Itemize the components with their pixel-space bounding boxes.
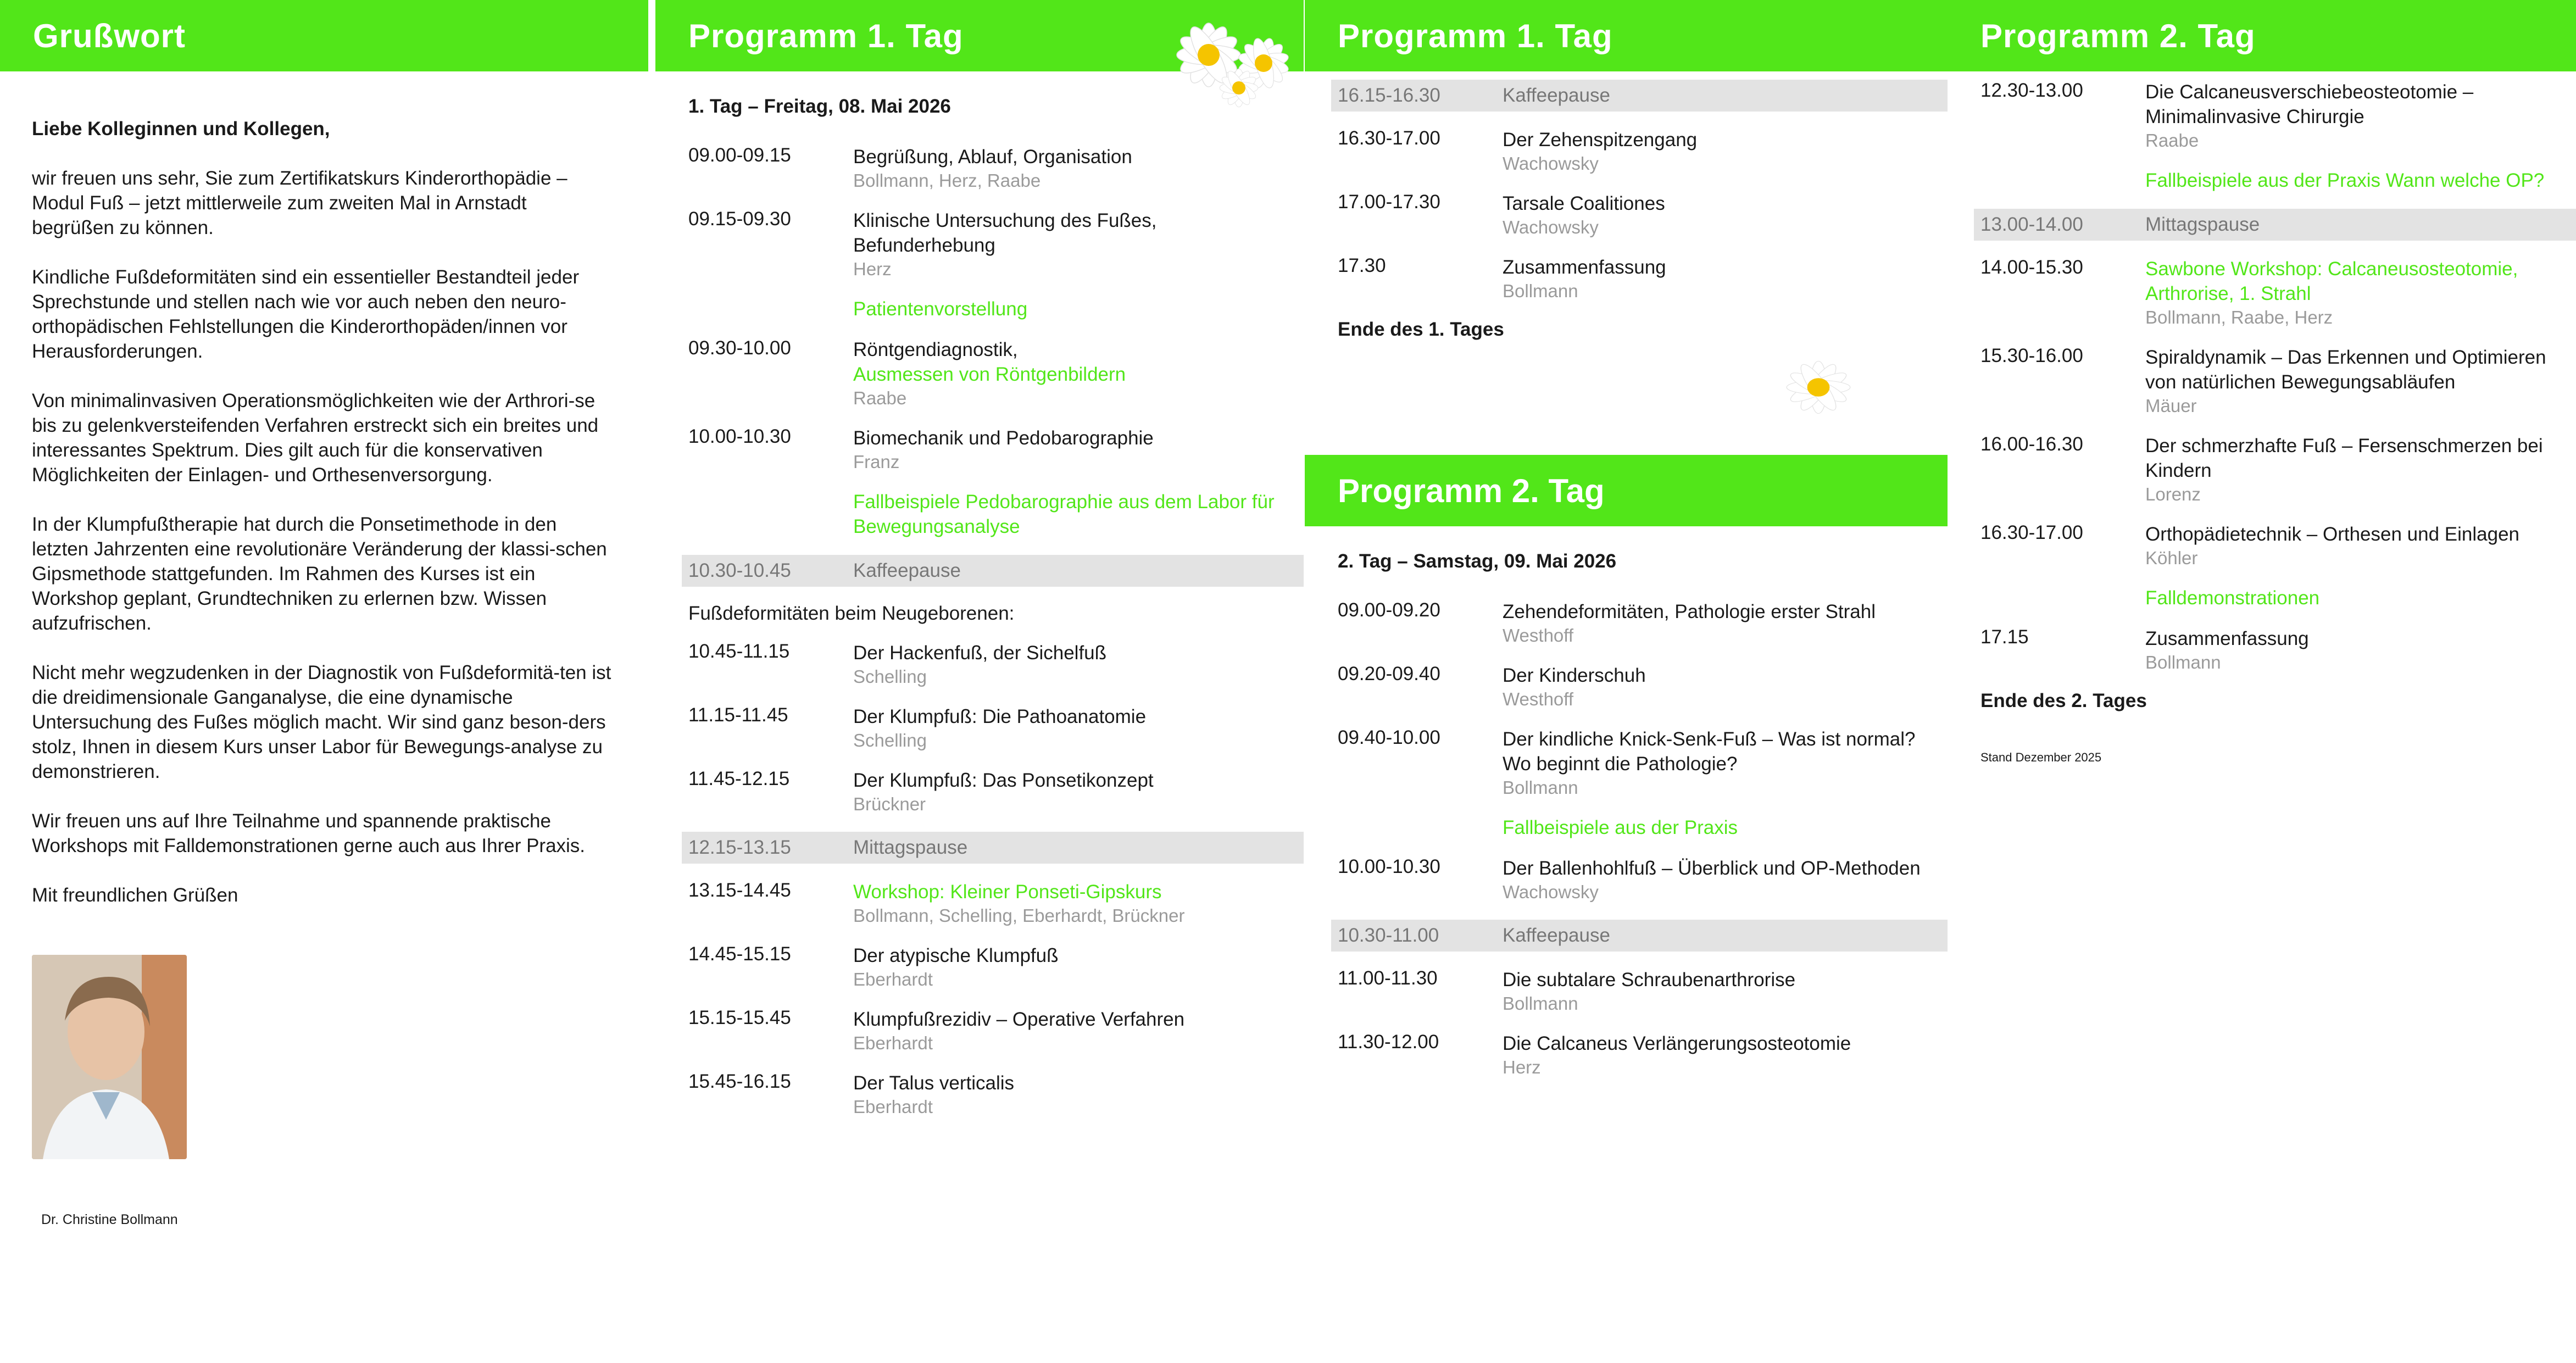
schedule-time: 17.00-17.30 — [1338, 191, 1440, 213]
schedule-row — [655, 704, 1304, 752]
session-title: Tarsale Coalitiones — [1503, 193, 1665, 214]
session-title: Der schmerzhafte Fuß – Fersenschmerzen bei Kindern — [2145, 435, 2543, 481]
session-speaker: Bollmann, Schelling, Eberhardt, Brückner — [853, 905, 1185, 926]
break-label: Kaffeepause — [1503, 925, 1610, 946]
session-speaker: Herz — [853, 259, 892, 279]
schedule-time: 14.45-15.15 — [688, 943, 791, 965]
session-speaker: Lorenz — [2145, 484, 2201, 504]
session-highlight: Sawbone Workshop: Calcaneusosteotomie, Arthrorise, 1. Strahl — [2145, 258, 2518, 304]
schedule-content — [1503, 191, 1948, 239]
schedule-time: 09.30-10.00 — [688, 337, 791, 359]
break-label: Kaffeepause — [1503, 85, 1610, 106]
session-title: Der atypische Klumpfuß — [853, 945, 1059, 966]
break-row — [682, 832, 1304, 864]
schedule-content — [853, 768, 1304, 816]
schedule-time: 09.00-09.15 — [688, 144, 791, 166]
schedule-row — [1305, 1031, 1948, 1079]
schedule-content — [2145, 345, 2576, 418]
schedule-row — [1305, 191, 1948, 239]
session-title: Der Talus verticalis — [853, 1072, 1015, 1094]
day2-block — [1305, 526, 1948, 1079]
schedule-row — [655, 880, 1304, 927]
day2-end: Ende des 2. Tages — [1980, 690, 2147, 711]
schedule-content — [1503, 727, 1948, 799]
session-title: Die Calcaneusverschiebeosteotomie – Minimalinvasive Chirurgie — [2145, 81, 2474, 127]
schedule-row — [1948, 626, 2576, 674]
schedule-content — [853, 144, 1304, 192]
grusswort-header: Grußwort — [0, 0, 648, 71]
schedule-row — [1305, 967, 1948, 1015]
programm-tag1-header: Programm 1. Tag — [655, 0, 1304, 71]
schedule-row — [655, 768, 1304, 816]
paragraph: In der Klumpfußtherapie hat durch die Ponsetimethode in den letzten Jahrzenten eine revolutionäre Veränderung der klassi-schen Gipsmethode stattgefunden. Im Rahmen des Kurses ist ein Workshop geplant, Grundtechniken zu erlernen bzw. Wissen aufzufrischen. — [32, 514, 607, 634]
schedule-row — [1948, 80, 2576, 152]
session-speaker: Eberhardt — [853, 1097, 933, 1117]
schedule-row — [1305, 255, 1948, 303]
day2-date-line: 2. Tag – Samstag, 09. Mai 2026 — [1338, 550, 1617, 572]
schedule-time: 15.45-16.15 — [688, 1071, 791, 1092]
schedule-row — [655, 489, 1304, 539]
session-title: Der Kinderschuh — [1503, 665, 1646, 686]
schedule-content — [853, 880, 1304, 927]
schedule-content — [1503, 127, 1948, 175]
stand-date: Stand Dezember 2025 — [1980, 750, 2102, 764]
session-speaker: Schelling — [853, 666, 927, 687]
session-highlight: Fallbeispiele aus der Praxis — [1503, 817, 1738, 838]
schedule-row — [1305, 127, 1948, 175]
break-label: Kaffeepause — [853, 560, 961, 581]
schedule-content — [1503, 599, 1948, 647]
break-time: 13.00-14.00 — [1980, 214, 2083, 235]
session-title: Orthopädietechnik – Orthesen und Einlagen — [2145, 524, 2520, 545]
break-label: Mittagspause — [853, 837, 968, 858]
session-speaker: Bollmann — [1503, 777, 1578, 798]
paragraph: Von minimalinvasiven Operationsmöglichkeiten wie der Arthrori-se bis zu gelenkversteifenden Verfahren erstreckt sich ein breites und interessantes Spektrum. Dies gilt auch für die konservativen Möglichkeiten der Einlagen- und Orthesenversorgung. — [32, 390, 599, 486]
session-title: Biomechanik und Pedobarographie — [853, 427, 1154, 449]
schedule-content — [1503, 815, 1948, 840]
schedule-content — [853, 641, 1304, 688]
schedule-row — [655, 641, 1304, 688]
session-title: Der Klumpfuß: Die Pathoanatomie — [853, 706, 1147, 727]
session-highlight: Patientenvorstellung — [853, 298, 1028, 320]
break-time: 12.15-13.15 — [688, 837, 791, 858]
schedule-row — [1948, 257, 2576, 329]
schedule-row — [655, 297, 1304, 321]
schedule-content — [853, 1007, 1304, 1055]
session-speaker: Schelling — [853, 730, 927, 750]
panel-grusswort — [0, 0, 648, 1363]
schedule-time: 11.00-11.30 — [1338, 967, 1438, 989]
session-title: Der Hackenfuß, der Sichelfuß — [853, 642, 1107, 664]
session-speaker: Mäuer — [2145, 396, 2197, 416]
schedule-row — [1305, 663, 1948, 711]
schedule-time — [1980, 586, 2145, 610]
session-speaker: Köhler — [2145, 548, 2198, 568]
break-time: 10.30-10.45 — [688, 560, 791, 581]
session-title: Der kindliche Knick-Senk-Fuß – Was ist normal? Wo beginnt die Pathologie? — [1503, 728, 1916, 775]
schedule-row — [1305, 727, 1948, 799]
break-row — [1331, 920, 1948, 952]
schedule-content — [2145, 586, 2576, 610]
schedule-row — [655, 144, 1304, 192]
schedule-time: 17.15 — [1980, 626, 2029, 648]
session-speaker: Bollmann — [1503, 281, 1578, 301]
schedule-content — [853, 1071, 1304, 1119]
paragraph: Kindliche Fußdeformitäten sind ein essentieller Bestandteil jeder Sprechstunde und stellen nach wie vor auch neben den neuro-orthopädischen Fehlstellungen die Kinderorthopäden/innen vor Herausforderungen. — [32, 266, 580, 362]
schedule-time — [1338, 815, 1503, 840]
paragraph: Wir freuen uns auf Ihre Teilnahme und spannende praktische Workshops mit Falldemonstrationen gerne auch aus Ihrer Praxis. — [32, 810, 586, 856]
schedule-time: 14.00-15.30 — [1980, 257, 2083, 278]
paragraph: Nicht mehr wegzudenken in der Diagnostik von Fußdeformitä-ten ist die dreidimensionale Ganganalyse, die eine dynamische Untersuchung des Fußes möglich macht. Wir sind ganz beson-ders stolz, Ihnen in diesem Kurs unser Labor für Bewegungs-analyse zu demonstrieren. — [32, 662, 611, 782]
schedule-row — [1305, 815, 1948, 840]
session-title: Der Ballenhohlfuß – Überblick und OP-Methoden — [1503, 858, 1921, 879]
session-title: Zusammenfassung — [1503, 257, 1666, 278]
schedule-time: 11.45-12.15 — [688, 768, 790, 789]
session-highlight: Fallbeispiele Pedobarographie aus dem Labor für Bewegungsanalyse — [853, 491, 1275, 537]
schedule-content — [853, 208, 1304, 281]
break-row — [682, 555, 1304, 587]
schedule-row — [1305, 856, 1948, 904]
session-title: Klumpfußrezidiv – Operative Verfahren — [853, 1009, 1185, 1030]
section-label: Fußdeformitäten beim Neugeborenen: — [688, 603, 1015, 624]
schedule-content — [1503, 663, 1948, 711]
schedule-content — [1503, 967, 1948, 1015]
session-speaker: Wachowsky — [1503, 217, 1599, 237]
schedule-time: 10.00-10.30 — [688, 426, 791, 447]
panel-programm-tag1-a — [655, 0, 1304, 1363]
day1-schedule-cont — [1305, 80, 1948, 303]
schedule-time: 15.15-15.45 — [688, 1007, 791, 1028]
day1-schedule — [655, 144, 1304, 1119]
schedule-time: 09.15-09.30 — [688, 208, 791, 230]
break-time: 10.30-11.00 — [1338, 925, 1439, 946]
session-highlight: Workshop: Kleiner Ponseti-Gipskurs — [853, 881, 1162, 903]
schedule-row — [1948, 345, 2576, 418]
session-speaker: Franz — [853, 452, 900, 472]
schedule-time: 09.20-09.40 — [1338, 663, 1440, 685]
session-speaker: Wachowsky — [1503, 882, 1599, 902]
schedule-content — [853, 704, 1304, 752]
schedule-content — [1503, 856, 1948, 904]
schedule-content — [853, 489, 1304, 539]
session-speaker: Bollmann — [2145, 652, 2221, 672]
schedule-row — [1948, 168, 2576, 193]
session-title: Röntgendiagnostik, — [853, 339, 1018, 360]
session-title: Zehendeformitäten, Pathologie erster Strahl — [1503, 601, 1876, 622]
schedule-time — [688, 489, 853, 539]
schedule-time: 11.15-11.45 — [688, 704, 788, 726]
schedule-content — [2145, 168, 2576, 193]
schedule-row — [655, 1071, 1304, 1119]
daisy-flowers-icon — [1148, 11, 1324, 115]
session-speaker: Herz — [1503, 1057, 1541, 1077]
schedule-content — [1503, 255, 1948, 303]
paragraph: wir freuen uns sehr, Sie zum Zertifikatskurs Kinderorthopädie – Modul Fuß – jetzt mittlerweile zum zweiten Mal in Arnstadt begrüßen zu können. — [32, 168, 568, 238]
schedule-content — [2145, 626, 2576, 674]
salutation: Liebe Kolleginnen und Kollegen, — [32, 118, 330, 140]
schedule-time: 10.45-11.15 — [688, 641, 790, 662]
session-title: Die subtalare Schraubenarthrorise — [1503, 969, 1796, 991]
day2-schedule-cont — [1948, 80, 2576, 674]
schedule-time — [1980, 168, 2145, 193]
session-speaker: Brückner — [853, 794, 926, 814]
schedule-time: 17.30 — [1338, 255, 1386, 276]
session-speaker: Westhoff — [1503, 625, 1574, 646]
session-speaker: Eberhardt — [853, 969, 933, 989]
break-row — [1331, 80, 1948, 112]
day1-end: Ende des 1. Tages — [1338, 319, 1504, 340]
schedule-time: 13.15-14.45 — [688, 880, 791, 901]
schedule-content — [2145, 80, 2576, 152]
grusswort-body — [0, 71, 614, 908]
break-label: Mittagspause — [2145, 214, 2260, 235]
programm-tag1-cont-header: Programm 1. Tag — [1305, 0, 1948, 71]
programm-tag2-cont-header: Programm 2. Tag — [1948, 0, 2576, 71]
portrait-photo — [32, 955, 187, 1159]
session-speaker: Raabe — [853, 388, 907, 408]
schedule-content — [853, 297, 1304, 321]
session-title: Der Klumpfuß: Das Ponsetikonzept — [853, 770, 1154, 791]
break-row — [1974, 209, 2576, 241]
session-highlight: Falldemonstrationen — [2145, 587, 2320, 609]
schedule-content — [2145, 433, 2576, 506]
schedule-row — [655, 943, 1304, 991]
schedule-time: 16.00-16.30 — [1980, 433, 2083, 455]
session-speaker: Raabe — [2145, 130, 2199, 151]
session-title: Zusammenfassung — [2145, 628, 2309, 649]
schedule-row — [1948, 586, 2576, 610]
session-speaker: Eberhardt — [853, 1033, 933, 1053]
photo-caption: Dr. Christine Bollmann — [41, 1212, 178, 1227]
session-highlight: Fallbeispiele aus der Praxis Wann welche OP? — [2145, 170, 2545, 191]
session-title: Spiraldynamik – Das Erkennen und Optimieren von natürlichen Bewegungsabläufen — [2145, 347, 2546, 393]
panel-programm-tag2-b — [1948, 0, 2576, 1363]
schedule-time: 15.30-16.00 — [1980, 345, 2083, 366]
schedule-content — [1503, 1031, 1948, 1079]
session-speaker: Bollmann, Herz, Raabe — [853, 170, 1041, 191]
session-highlight: Ausmessen von Röntgenbildern — [853, 364, 1126, 385]
schedule-content — [853, 426, 1304, 474]
schedule-row — [1948, 433, 2576, 506]
schedule-row — [1948, 522, 2576, 570]
session-speaker: Bollmann, Raabe, Herz — [2145, 307, 2333, 327]
session-speaker: Wachowsky — [1503, 153, 1599, 174]
schedule-content — [853, 943, 1304, 991]
session-speaker: Westhoff — [1503, 689, 1574, 709]
schedule-time: 11.30-12.00 — [1338, 1031, 1439, 1053]
schedule-time — [688, 297, 853, 321]
break-time: 16.15-16.30 — [1338, 85, 1440, 106]
panel-programm-tag1-b — [1305, 0, 1948, 1363]
session-speaker: Bollmann — [1503, 993, 1578, 1014]
paragraph: Mit freundlichen Grüßen — [32, 884, 238, 906]
schedule-time: 16.30-17.00 — [1980, 522, 2083, 543]
schedule-row — [655, 337, 1304, 410]
schedule-time: 16.30-17.00 — [1338, 127, 1440, 149]
schedule-time: 10.00-10.30 — [1338, 856, 1440, 877]
schedule-row — [655, 1007, 1304, 1055]
day1-date-line: 1. Tag – Freitag, 08. Mai 2026 — [688, 96, 951, 117]
session-title: Der Zehenspitzengang — [1503, 129, 1698, 151]
day2-schedule — [1305, 599, 1948, 1079]
programm-tag2-header: Programm 2. Tag — [1305, 455, 1948, 526]
schedule-content — [2145, 522, 2576, 570]
schedule-content — [2145, 257, 2576, 329]
schedule-content — [853, 337, 1304, 410]
session-title: Die Calcaneus Verlängerungsosteotomie — [1503, 1033, 1851, 1054]
schedule-row — [1305, 599, 1948, 647]
schedule-time: 09.00-09.20 — [1338, 599, 1440, 621]
schedule-row — [655, 426, 1304, 474]
session-title: Klinische Untersuchung des Fußes, Befunderhebung — [853, 210, 1157, 256]
session-title: Begrüßung, Ablauf, Organisation — [853, 146, 1132, 168]
daisy-flower-icon — [1758, 346, 1879, 429]
schedule-time: 09.40-10.00 — [1338, 727, 1440, 748]
schedule-time: 12.30-13.00 — [1980, 80, 2083, 101]
schedule-row — [655, 208, 1304, 281]
